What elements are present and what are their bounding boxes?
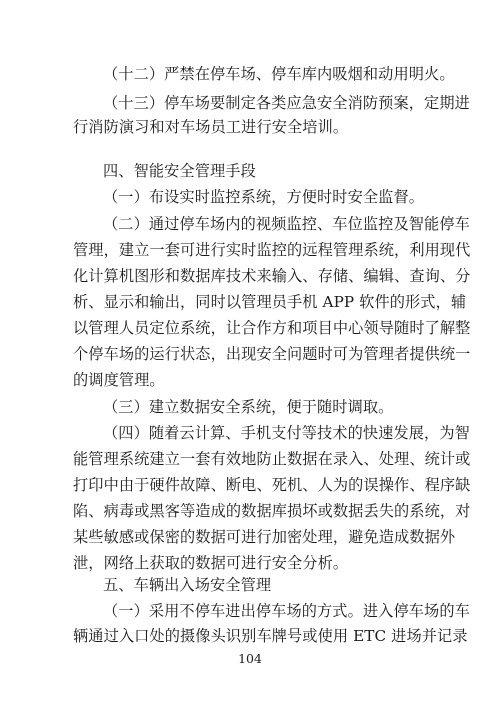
text-line: （四）随着云计算、手机支付等技术的快速发展，为智: [103, 424, 470, 442]
text-line: （一）布设实时监控系统，方便时时安全监督。: [103, 188, 425, 206]
text-line: 析、显示和输出，同时以管理员手机 APP 软件的形式，辅: [73, 293, 467, 311]
text-line: （一）采用不停车进出停车场的方式。进入停车场的车: [103, 602, 470, 620]
text-line: 泄，网络上获取的数据可进行安全分析。: [73, 554, 349, 572]
text-line: （十三）停车场要制定各类应急安全消防预案，定期进: [103, 94, 470, 112]
text-line: （三）建立数据安全系统，便于随时调取。: [103, 398, 394, 416]
text-line: 陷、病毒或黑客等造成的数据库损坏或数据丢失的系统，对: [73, 502, 471, 520]
text-line: 管理，建立一套可进行实时监控的远程管理系统，利用现代: [73, 241, 471, 259]
text-line: 某些敏感或保密的数据可进行加密处理，避免造成数据外: [73, 528, 456, 546]
text-line: 能管理系统建立一套有效地防止数据在录入、处理、统计或: [73, 450, 471, 468]
text-line: 化计算机图形和数据库技术来输入、存储、编辑、查询、分: [73, 267, 471, 285]
section-heading: 四、智能安全管理手段: [103, 162, 256, 180]
section-heading: 五、车辆出入场安全管理: [103, 576, 272, 594]
page-number: 104: [238, 651, 262, 666]
text-line: 行消防演习和对车场员工进行安全培训。: [73, 118, 349, 136]
text-line: 个停车场的运行状态，出现安全问题时可为管理者提供统一: [73, 345, 471, 363]
text-line: （二）通过停车场内的视频监控、车位监控及智能停车: [103, 215, 470, 233]
text-line: 打印中由于硬件故障、断电、死机、人为的误操作、程序缺: [73, 476, 471, 494]
text-line: 以管理人员定位系统，让合作方和项目中心领导随时了解整: [73, 319, 471, 337]
text-line: （十二）严禁在停车场、停车库内吸烟和动用明火。: [103, 65, 455, 83]
text-line: 的调度管理。: [73, 371, 165, 389]
text-line: 辆通过入口处的摄像头识别车牌号或使用 ETC 进场并记录: [73, 627, 468, 645]
